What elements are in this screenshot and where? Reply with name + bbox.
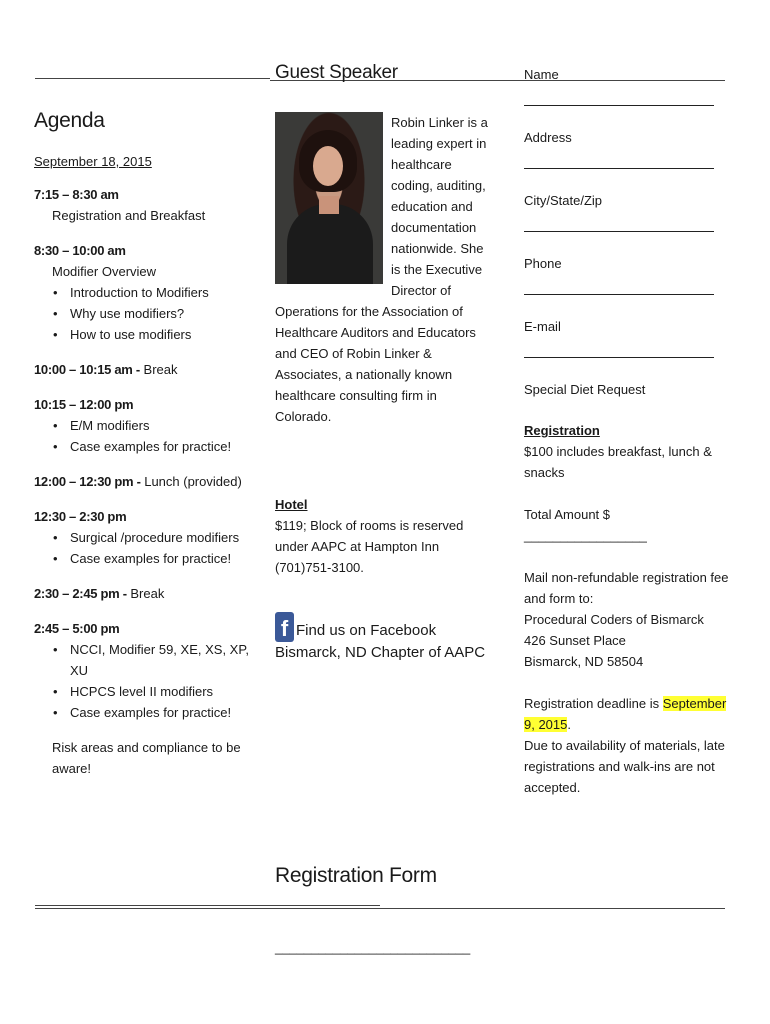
agenda-slot	[34, 359, 264, 380]
agenda-desc: Registration and Breakfast	[52, 208, 206, 223]
bottom-rule-left	[35, 905, 380, 906]
agenda-bullet: • Case examples for practice!	[70, 436, 264, 457]
form-field[interactable]	[524, 379, 734, 400]
agenda-time: 10:00 – 10:15 am - Break	[34, 362, 178, 377]
form-field[interactable]	[524, 316, 734, 379]
form-field-line[interactable]	[524, 168, 714, 169]
form-field-line[interactable]	[524, 294, 714, 295]
form-field-line[interactable]	[524, 231, 714, 232]
agenda-column	[34, 110, 264, 779]
agenda-bullet: • Case examples for practice!	[70, 548, 264, 569]
form-field-label: E-mail	[524, 319, 561, 334]
agenda-time: 12:30 – 2:30 pm	[34, 509, 127, 524]
agenda-slot	[34, 506, 264, 569]
facebook-line2: Bismarck, ND Chapter of AAPC	[275, 644, 486, 661]
agenda-bullet: • HCPCS level II modifiers	[70, 681, 264, 702]
deadline-note: Due to availability of materials, late registrations and walk-ins are not accepted.	[524, 738, 725, 795]
name-label: Name	[524, 67, 559, 82]
agenda-slot	[34, 583, 264, 604]
speaker-photo	[275, 112, 383, 284]
facebook-section	[275, 612, 505, 664]
mail-address-line: 426 Sunset Place	[524, 633, 626, 648]
facebook-line1[interactable]: Find us on Facebook	[296, 622, 437, 639]
agenda-slot	[34, 471, 264, 492]
agenda-slots	[34, 184, 264, 723]
form-field-label: Phone	[524, 256, 562, 271]
mail-address-line: Bismarck, ND 58504	[524, 654, 644, 669]
mail-address-line: Procedural Coders of Bismarck	[524, 612, 704, 627]
agenda-slot	[34, 184, 264, 226]
mail-text: Mail non-refundable registration fee and form to:	[524, 570, 729, 606]
total-amount[interactable]: Total Amount $ _________________	[524, 507, 647, 543]
registration-price: $100 includes breakfast, lunch & snacks	[524, 444, 712, 480]
form-column	[524, 64, 734, 798]
form-field[interactable]	[524, 190, 734, 253]
bottom-rule-right	[35, 908, 725, 909]
facebook-icon[interactable]: f	[275, 612, 294, 642]
deadline-date: September 9, 2015	[524, 696, 727, 732]
form-field-label: Special Diet Request	[524, 382, 646, 397]
signature-line[interactable]: ___________________________	[275, 940, 471, 955]
agenda-time: 7:15 – 8:30 am	[34, 187, 119, 202]
agenda-time: 2:45 – 5:00 pm	[34, 621, 120, 636]
top-rule-left	[35, 78, 270, 79]
agenda-bullet: • Surgical /procedure modifiers	[70, 527, 264, 548]
agenda-bullet: • E/M modifiers	[70, 415, 264, 436]
agenda-time: 10:15 – 12:00 pm	[34, 397, 134, 412]
form-field-label: City/State/Zip	[524, 193, 603, 208]
risk-note: Risk areas and compliance to be aware!	[52, 740, 241, 776]
agenda-time: 2:30 – 2:45 pm - Break	[34, 586, 165, 601]
agenda-slot	[34, 618, 264, 723]
agenda-slot	[34, 240, 264, 345]
form-field-label: Address	[524, 130, 572, 145]
guest-speaker-title: Guest Speaker	[275, 62, 398, 83]
agenda-bullet: • NCCI, Modifier 59, XE, XS, XP, XU	[70, 639, 264, 681]
registration-heading: Registration	[524, 423, 600, 438]
agenda-bullet: • Introduction to Modifiers	[70, 282, 264, 303]
form-field[interactable]	[524, 127, 734, 190]
form-field[interactable]	[524, 253, 734, 316]
speaker-bio: Robin Linker is a leading expert in healthcare coding, auditing, education and documentation nationwide. She is the Executive Director of Operations for the Association of Healthcare Auditors and Educators and CEO of Robin Linker & Associates, a nationally known healthcare consulting firm in Colorado.	[275, 115, 488, 424]
agenda-bullet: • Why use modifiers?	[70, 303, 264, 324]
agenda-slot	[34, 394, 264, 457]
form-field-line[interactable]	[524, 357, 714, 358]
agenda-title: Agenda	[34, 109, 105, 132]
deadline-line: Registration deadline is September 9, 2015.	[524, 696, 727, 732]
name-field[interactable]	[524, 64, 734, 127]
hotel-section	[275, 494, 490, 578]
agenda-bullet: • How to use modifiers	[70, 324, 264, 345]
name-line[interactable]	[524, 105, 714, 106]
agenda-desc: Modifier Overview	[52, 264, 157, 279]
registration-form-title: Registration Form	[275, 864, 437, 887]
agenda-time: 8:30 – 10:00 am	[34, 243, 126, 258]
agenda-date: September 18, 2015	[34, 154, 152, 169]
agenda-bullet: • Case examples for practice!	[70, 702, 264, 723]
hotel-text: $119; Block of rooms is reserved under AAPC at Hampton Inn (701)751-3100.	[275, 518, 464, 575]
speaker-column	[275, 112, 490, 427]
agenda-time: 12:00 – 12:30 pm - Lunch (provided)	[34, 474, 242, 489]
hotel-heading: Hotel	[275, 497, 308, 512]
